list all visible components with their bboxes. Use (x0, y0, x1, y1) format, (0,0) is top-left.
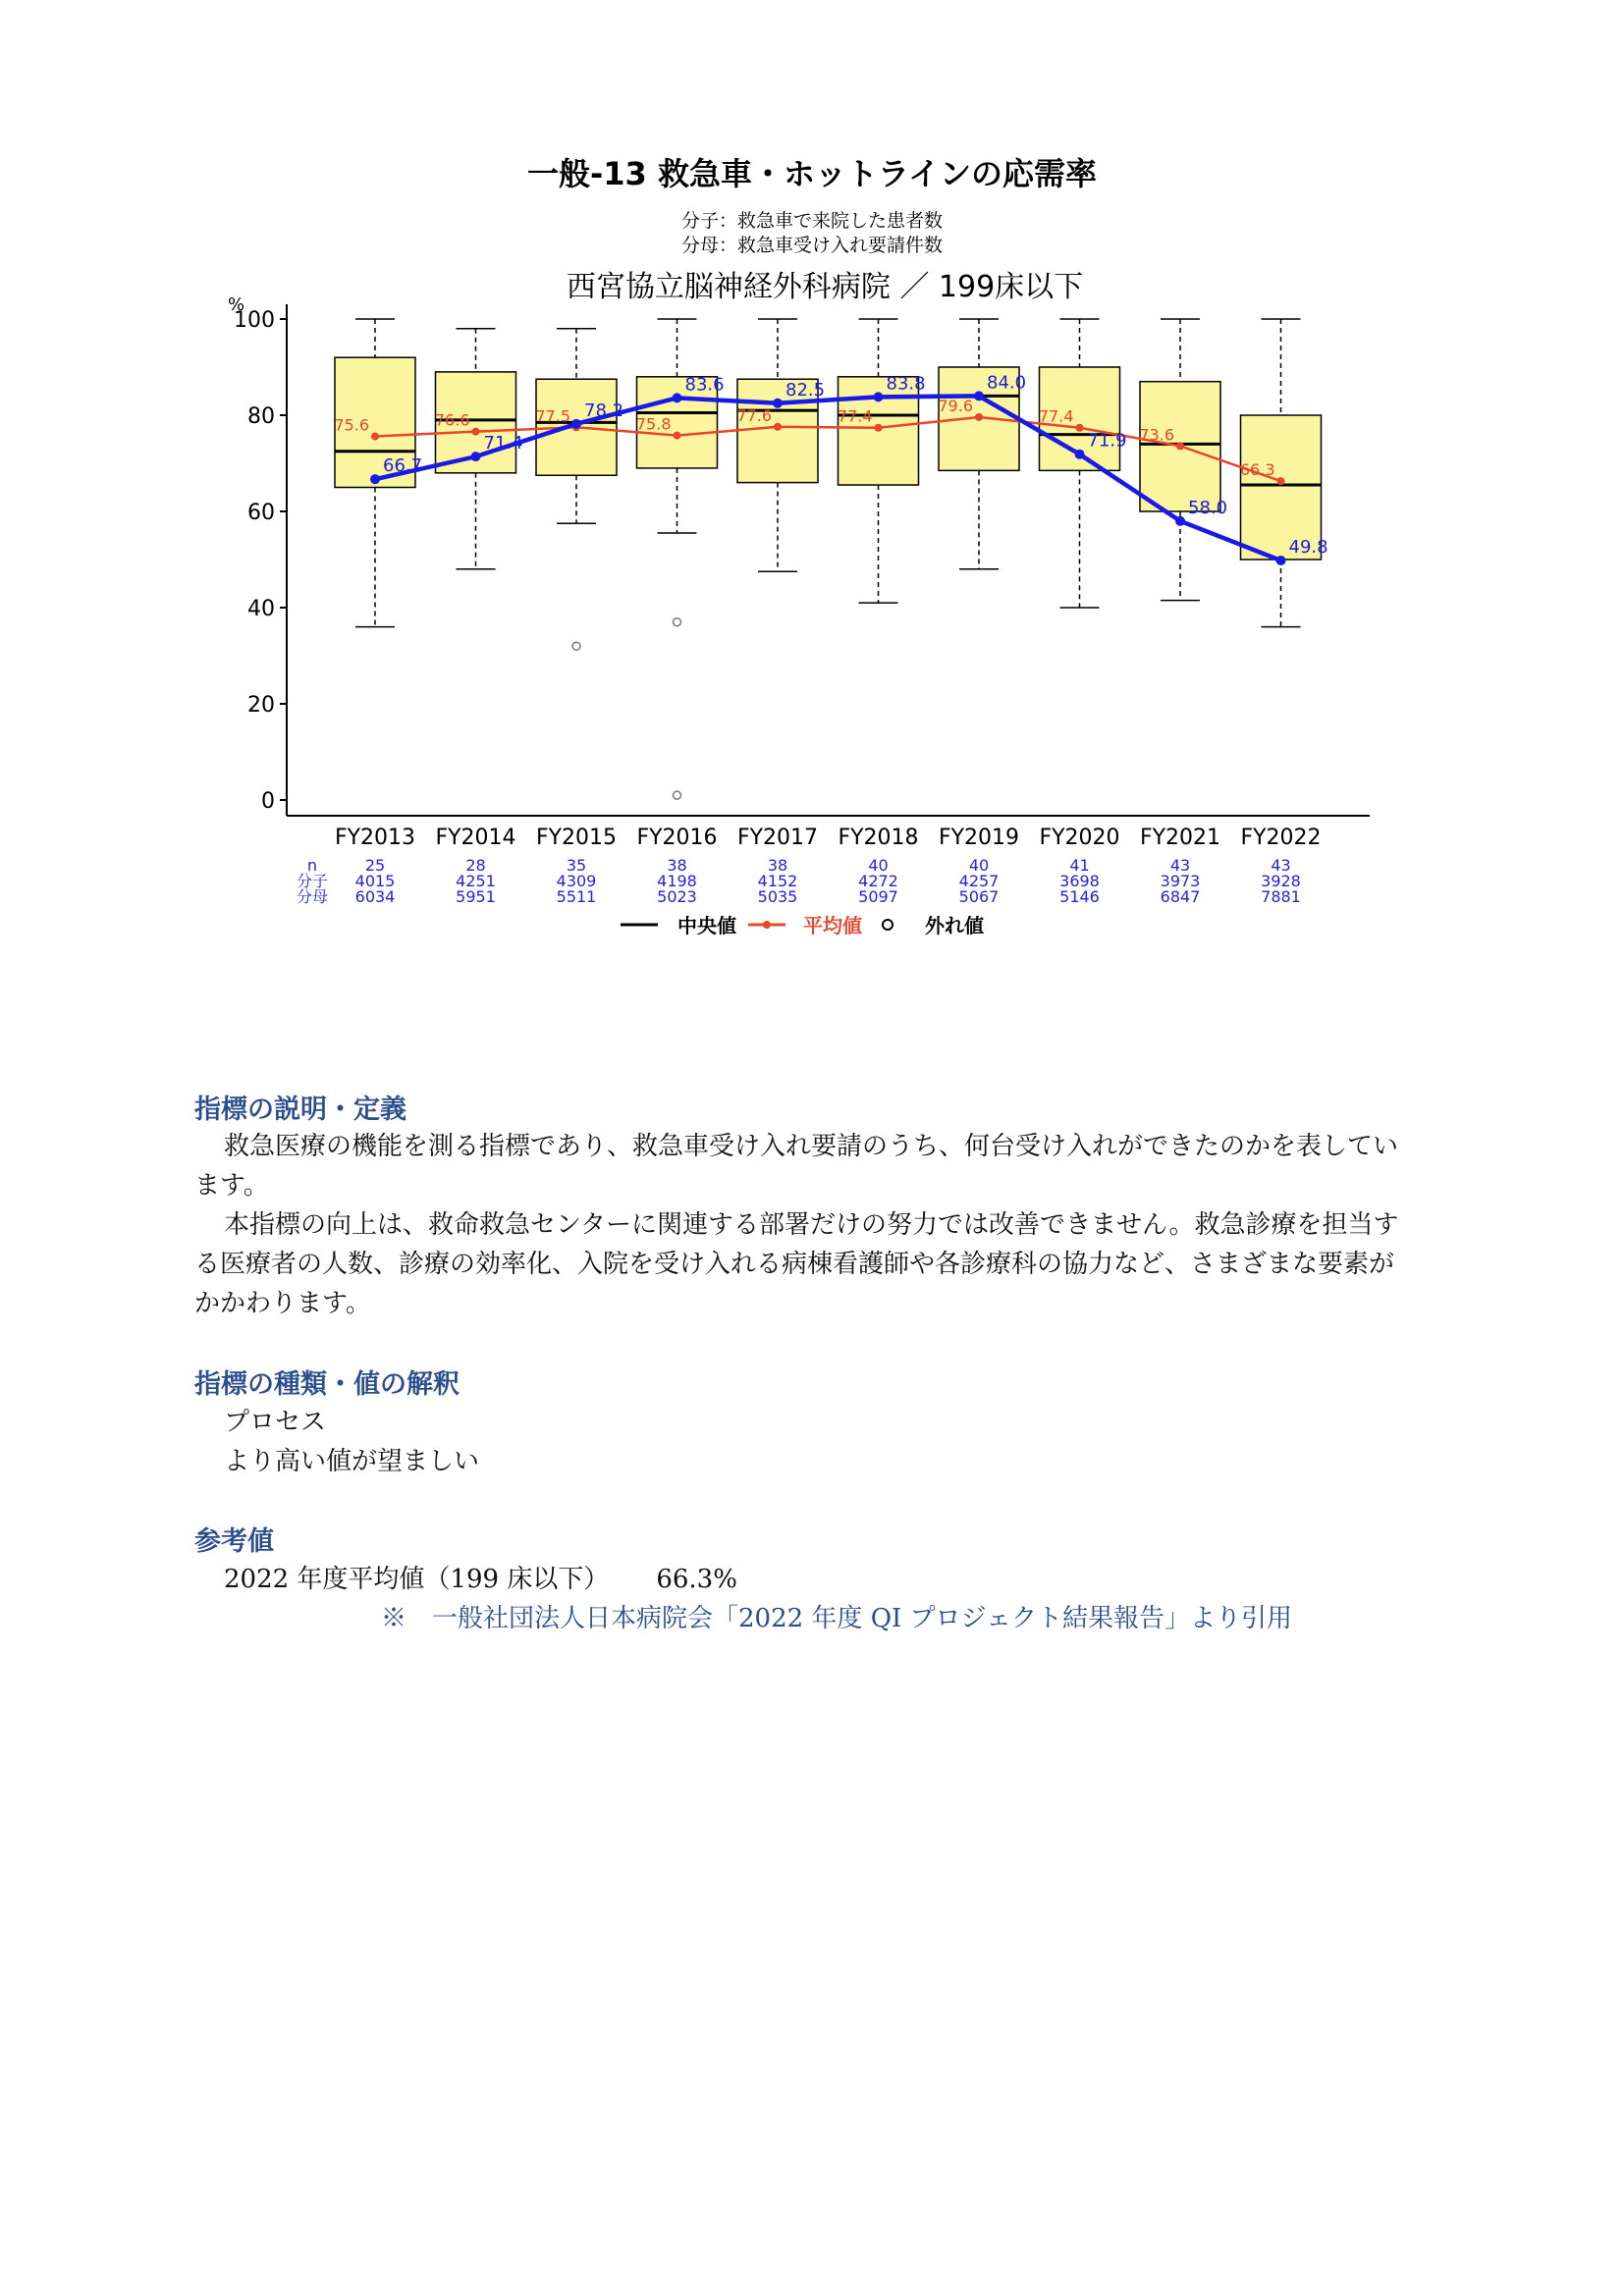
table-n-value: 40 (968, 856, 990, 875)
hospital-point (1276, 556, 1286, 565)
table-numerator-value: 4251 (456, 872, 496, 890)
outlier-point (674, 618, 681, 626)
mean-value-label: 66.3 (1239, 460, 1275, 480)
table-n-value: 40 (868, 856, 889, 875)
legend-mean-label: 平均値 (803, 914, 862, 937)
x-tick-label: FY2017 (736, 826, 819, 850)
y-tick-label: 20 (247, 693, 275, 718)
hospital-value-label: 49.8 (1288, 536, 1328, 558)
hospital-value-label: 78.2 (584, 400, 624, 421)
x-tick-label: FY2015 (535, 826, 618, 850)
mean-value-label: 75.8 (635, 414, 672, 434)
mean-value-label: 76.6 (434, 410, 470, 430)
hospital-point (773, 399, 783, 408)
table-n-value: 38 (667, 856, 687, 875)
denominator-label: 分母：救急車受け入れ要請件数 (680, 235, 944, 256)
definition-heading: 指標の説明・定義 (194, 1095, 406, 1125)
mean-value-label: 77.6 (736, 405, 772, 425)
x-tick-label: FY2021 (1139, 826, 1221, 850)
mean-value-label: 77.4 (837, 406, 873, 426)
hospital-point (874, 392, 884, 401)
table-row-label-numerator: 分子 (296, 872, 329, 890)
hospital-value-label: 84.0 (987, 372, 1027, 394)
table-denominator-value: 5067 (958, 887, 1000, 906)
table-denominator-value: 5023 (657, 887, 697, 906)
table-numerator-value: 3973 (1160, 872, 1201, 890)
table-n-value: 43 (1169, 856, 1191, 875)
mean-point (472, 428, 480, 436)
table-numerator-value: 4272 (858, 872, 898, 890)
outlier-point (674, 791, 681, 799)
indicator-type-heading: 指標の種類・値の解釈 (194, 1369, 460, 1400)
mean-value-label: 75.6 (334, 415, 369, 435)
definition-text (194, 1127, 1412, 1323)
hospital-point (471, 452, 481, 461)
table-row-label-denominator: 分母 (296, 887, 329, 906)
hospital-point (1075, 450, 1085, 459)
legend-median-label: 中央値 (677, 914, 736, 937)
table-numerator-value: 4198 (657, 872, 697, 890)
chart-area (0, 0, 1624, 982)
table-row-label-n: n (306, 856, 318, 875)
table-n-value: 43 (1271, 856, 1291, 875)
x-tick-label: FY2022 (1240, 826, 1322, 850)
reference-value: 66.3% (656, 1565, 737, 1594)
table-n-value: 28 (465, 856, 486, 875)
indicator-type-value: プロセス (224, 1408, 327, 1437)
legend-outlier-label: 外れ値 (925, 914, 984, 937)
outlier-point (572, 642, 580, 650)
hospital-value-label: 71.4 (483, 433, 523, 454)
chart-title: 一般-13 救急車・ホットラインの応需率 (527, 155, 1097, 192)
table-n-value: 25 (364, 856, 386, 875)
x-tick-label: FY2018 (838, 826, 919, 850)
interpretation-text: より高い値が望ましい (224, 1447, 480, 1476)
hospital-point (974, 391, 984, 400)
table-denominator-value: 6034 (354, 887, 396, 906)
mean-value-label: 77.4 (1038, 406, 1074, 426)
mean-point (674, 432, 681, 440)
table-numerator-value: 3698 (1059, 872, 1100, 890)
table-numerator-value: 4152 (757, 872, 798, 890)
mean-point (1076, 424, 1084, 432)
x-tick-label: FY2014 (435, 826, 516, 850)
y-tick-label: 80 (247, 404, 275, 429)
chart-subtitle: 西宮協立脳神経外科病院 ／ 199床以下 (566, 270, 1084, 304)
reference-heading: 参考値 (194, 1526, 274, 1557)
mean-value-label: 77.5 (535, 406, 570, 426)
table-denominator-value: 5511 (556, 887, 597, 906)
table-denominator-value: 7881 (1261, 887, 1301, 906)
table-numerator-value: 4015 (354, 872, 396, 890)
x-tick-label: FY2013 (334, 826, 416, 850)
hospital-point (673, 393, 682, 402)
hospital-point (571, 419, 581, 429)
x-tick-label: FY2019 (938, 826, 1020, 850)
citation-text: ※ 一般社団法人日本病院会「2022 年度 QI プロジェクト結果報告」より引用 (381, 1604, 1293, 1633)
mean-point (975, 413, 983, 421)
definition-paragraph-1: 救急医療の機能を測る指標であり、救急車受け入れ要請のうち、何台受け入れができたのかを表しています。 (194, 1132, 1399, 1201)
table-denominator-value: 5035 (757, 887, 798, 906)
legend-outlier-marker (883, 920, 893, 930)
mean-point (1277, 477, 1285, 485)
x-tick-label: FY2016 (636, 826, 718, 850)
legend-mean-marker (763, 921, 771, 929)
y-tick-label: 60 (247, 501, 275, 525)
definition-paragraph-2: 本指標の向上は、救命救急センターに関連する部署だけの努力では改善できません。救急診療を担当する医療者の人数、診療の効率化、入院を受け入れる病棟看護師や各診療科の協力など、さまざまな要素がかかわります。 (194, 1210, 1399, 1318)
mean-point (1176, 442, 1184, 450)
table-numerator-value: 3928 (1261, 872, 1301, 890)
hospital-value-label: 66.7 (383, 455, 423, 477)
reference-row (224, 1559, 737, 1595)
table-denominator-value: 5097 (858, 887, 898, 906)
hospital-value-label: 82.5 (785, 379, 826, 400)
hospital-value-label: 58.0 (1188, 497, 1228, 518)
hospital-point (1175, 516, 1185, 526)
table-denominator-value: 5146 (1059, 887, 1100, 906)
x-tick-label: FY2020 (1039, 826, 1120, 850)
y-tick-label: 40 (247, 597, 275, 621)
table-n-value: 41 (1069, 856, 1090, 875)
table-denominator-value: 5951 (456, 887, 496, 906)
y-axis-unit: % (228, 294, 245, 315)
table-n-value: 38 (767, 856, 788, 875)
mean-value-label: 79.6 (938, 396, 973, 415)
box-plot-chart (0, 0, 1624, 982)
y-tick-label: 100 (234, 308, 275, 333)
mean-point (371, 433, 379, 441)
mean-point (774, 423, 782, 431)
table-n-value: 35 (566, 856, 587, 875)
y-tick-label: 0 (261, 789, 275, 814)
hospital-point (370, 474, 380, 484)
hospital-value-label: 71.9 (1087, 430, 1127, 452)
mean-point (875, 424, 883, 432)
table-denominator-value: 6847 (1160, 887, 1201, 906)
table-numerator-value: 4309 (556, 872, 597, 890)
reference-label: 2022 年度平均値（199 床以下） (224, 1565, 610, 1594)
hospital-value-label: 83.6 (684, 374, 725, 396)
numerator-label: 分子：救急車で来院した患者数 (680, 210, 944, 232)
mean-value-label: 73.6 (1139, 425, 1174, 445)
table-numerator-value: 4257 (958, 872, 1000, 890)
hospital-value-label: 83.8 (886, 373, 926, 395)
